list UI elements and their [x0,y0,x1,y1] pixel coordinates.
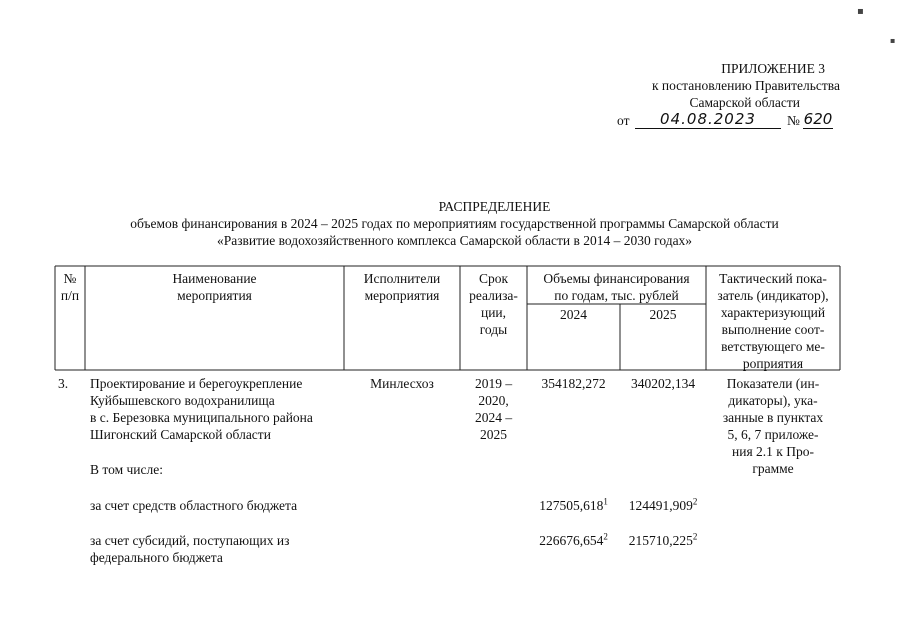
sub-regional-2024: 127505,618$^1$ [539,496,608,513]
sub-regional-label: за счет средств областного бюджета [90,498,298,513]
sub-regional-2025: 124491,909$^2$ [628,496,698,513]
scan-speck: ▪ [857,6,864,17]
header-volumes: Объемы финансирования по годам, тыс. рублей [543,271,690,303]
sub-federal-2025: 215710,225$^2$ [628,531,698,548]
header-indicator: Тактический пока- затель (индикатор), характеризующий выполнение соот- ветствующего ме- роприятия [717,271,829,371]
header-year-2024: 2024 [560,307,587,322]
header-num: № п/п [60,271,80,303]
sub-federal-2024: 226676,654$^2$ [539,531,608,548]
appendix-resolution: к постановлению Правительства [651,78,840,93]
appendix-title: ПРИЛОЖЕНИЕ 3 [721,61,825,76]
row-indicator: Показатели (ин- дикаторы), ука- занные в пунктах 5, 6, 7 приложе- ния 2.1 к Про- грамме [722,376,824,476]
scan-speck: ▪ [890,36,896,45]
row-executor: Минлесхоз [370,376,434,391]
resolution-number: 620 [803,110,833,128]
row-term: 2019 – 2020, 2024 – 2025 [474,376,513,442]
title-heading: РАСПРЕДЕЛЕНИЕ [438,199,551,214]
number-sign: № [787,113,800,128]
row-including-label: В том числе: [90,462,163,477]
footnote-mark: 1 [603,496,608,507]
row-value-2024: 354182,272 [541,376,606,391]
title-line-3: «Развитие водохозяйственного комплекса Самарской области в 2014 – 2030 годах» [216,233,693,248]
resolution-date: 04.08.2023 [635,110,781,129]
row-num: 3. [58,376,69,391]
title-line-2: объемов финансирования в 2024 – 2025 годах по мероприятиям государственной программы Самарской области [130,216,779,231]
from-prefix: от [617,113,630,128]
sub-federal-label: за счет субсидий, поступающих из федерального бюджета [90,533,290,565]
header-executors: Исполнители мероприятия [363,271,441,303]
header-year-2025: 2025 [649,307,677,322]
footnote-mark: 2 [692,531,698,542]
row-value-2025: 340202,134 [630,376,696,391]
footnote-mark: 2 [692,496,698,507]
footnote-mark: 2 [603,531,608,542]
row-name: Проектирование и берегоукрепление Куйбышевского водохранилища в с. Березовка муниципального района Шигонский Самарской области [90,376,313,442]
appendix-region: Самарской области [689,95,800,110]
header-term: Срок реализа- ции, годы [469,271,518,337]
header-name: Наименование мероприятия [172,271,257,303]
